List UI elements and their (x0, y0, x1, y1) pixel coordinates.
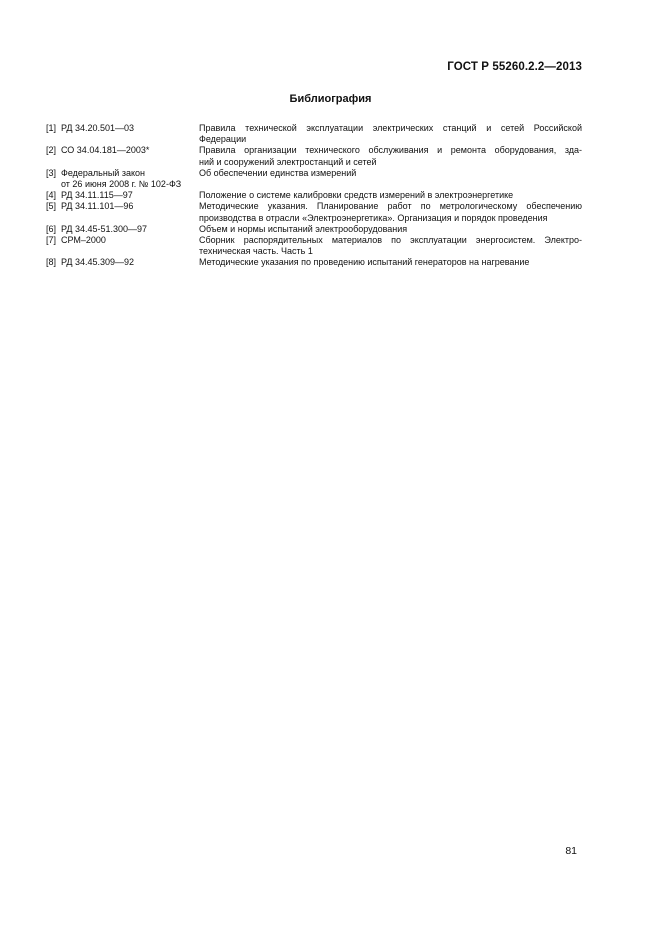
entry-code: СО 34.04.181—2003* (61, 145, 150, 156)
bibliography-entry (46, 235, 582, 257)
entry-reference (46, 257, 199, 268)
entry-code: Федеральный закон (61, 167, 145, 178)
entry-code: РД 34.20.501—03 (61, 123, 135, 133)
entry-description-line: Об обеспечении единства измерений (199, 167, 357, 178)
entry-description-line: Положение о системе калибровки средств измерений в электроэнергетике (199, 190, 514, 201)
bibliography-entry (46, 257, 582, 268)
entry-number: [5] (46, 201, 57, 212)
bibliography-entry (46, 145, 582, 167)
entry-number: [7] (46, 235, 57, 246)
page-number: 81 (565, 845, 577, 857)
entry-description-line: Объем и нормы испытаний электрооборудования (199, 223, 408, 234)
entry-reference (46, 235, 199, 257)
entry-description-line: Правила организации технического обслуживания и ремонта оборудования, зда- (199, 145, 582, 156)
entry-number: [2] (46, 145, 57, 156)
entry-reference (46, 190, 199, 201)
entry-code: РД 34.45-51.300—97 (61, 223, 148, 234)
entry-description (199, 145, 582, 167)
bibliography-entry (46, 123, 582, 145)
entry-description (199, 224, 582, 235)
entry-number: [3] (46, 167, 57, 178)
entry-description (199, 201, 582, 223)
entry-code: РД 34.45.309—92 (61, 257, 135, 268)
bibliography-entry (46, 201, 582, 223)
entry-number: [8] (46, 257, 57, 268)
entry-code-continuation: от 26 июня 2008 г. № 102-ФЗ (61, 179, 182, 190)
entry-description (199, 123, 582, 145)
entry-code: РД 34.11.115—97 (61, 190, 133, 201)
entry-description-line: ний и сооружений электростанций и сетей (199, 156, 377, 167)
entry-reference (46, 145, 199, 167)
entry-description-line: Федерации (199, 134, 247, 145)
entry-description-line: техническая часть. Часть 1 (199, 246, 313, 257)
entry-description-line: производства в отрасли «Электроэнергетика». Организация и порядок проведения (199, 212, 548, 223)
entry-description (199, 168, 582, 190)
entry-reference (46, 224, 199, 235)
entry-description (199, 190, 582, 201)
entry-reference (46, 168, 199, 190)
bibliography-entry (46, 168, 582, 190)
entry-description-line: Сборник распорядительных материалов по эксплуатации энергосистем. Электро- (199, 235, 582, 246)
entry-number: [6] (46, 223, 57, 234)
entry-code: СРМ–2000 (61, 235, 106, 246)
bibliography-entry (46, 190, 582, 201)
bibliography-list (46, 123, 582, 269)
entry-reference (46, 201, 199, 223)
bibliography-entry (46, 224, 582, 235)
bibliography-title: Библиография (289, 93, 372, 105)
entry-description (199, 235, 582, 257)
entry-number: [1] (46, 123, 57, 133)
document-code-header: ГОСТ Р 55260.2.2—2013 (447, 61, 582, 73)
entry-description-line: Методические указания. Планирование работ по метрологическому обеспечению (199, 201, 582, 212)
entry-reference (46, 123, 199, 145)
entry-number: [4] (46, 190, 57, 201)
entry-code: РД 34.11.101—96 (61, 201, 134, 212)
entry-description (199, 257, 582, 268)
entry-description-line: Методические указания по проведению испытаний генераторов на нагревание (199, 257, 530, 268)
entry-description-line: Правила технической эксплуатации электрических станций и сетей Российской (199, 123, 582, 133)
